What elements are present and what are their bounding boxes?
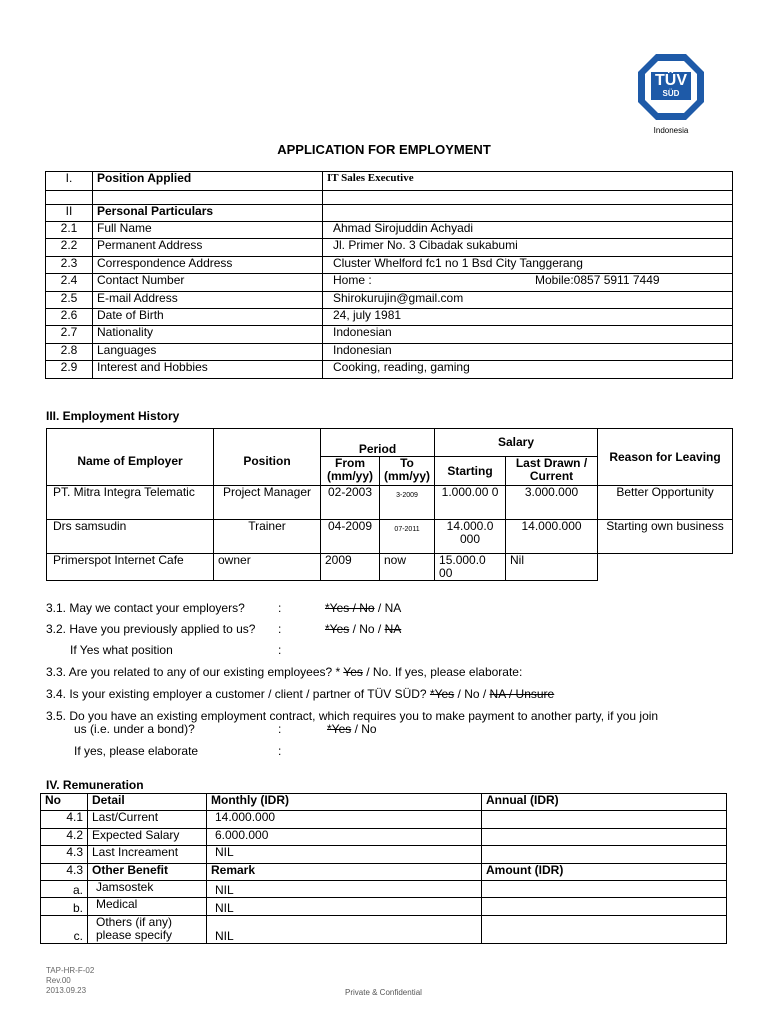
q35b: us (i.e. under a bond)?: [74, 722, 195, 736]
employment-row: [47, 554, 733, 581]
period-from: 2009: [321, 554, 380, 581]
header-no: No: [41, 794, 88, 811]
benefit-detail: Medical: [88, 898, 207, 916]
employee-position: Project Manager: [214, 486, 321, 520]
rem-no: 4.3: [41, 846, 88, 864]
other-benefit-label: Other Benefit: [88, 863, 207, 880]
employee-position: owner: [214, 554, 321, 581]
row-no: 2.9: [46, 361, 93, 378]
benefit-amount: [482, 880, 727, 898]
row-no: 2.4: [46, 274, 93, 291]
header-reason: Reason for Leaving: [598, 429, 733, 486]
q32b-colon: :: [278, 643, 282, 657]
remark-header: Remark: [207, 863, 482, 880]
row-value: [323, 274, 733, 291]
period-to: 07-2011: [380, 520, 435, 554]
header-monthly: Monthly (IDR): [207, 794, 482, 811]
period-from: 04-2009: [321, 520, 380, 554]
q34: 3.4. Is your existing employer a customer / client / partner of TÜV SÜD? *Yes / No / NA / Unsure: [46, 687, 555, 701]
rem-monthly: 6.000.000: [207, 828, 482, 846]
employment-row: [47, 486, 733, 520]
q35: 3.5. Do you have an existing employment contract, which requires you to make payment to another party, if you join: [46, 709, 659, 723]
row-value-text: Jl. Primer No. 3 Cibadak sukabumi: [333, 238, 518, 253]
personal-table: [45, 171, 733, 379]
row-no: 2.2: [46, 239, 93, 256]
sec1-no: I.: [46, 172, 93, 191]
employer-name: Primerspot Internet Cafe: [47, 554, 214, 581]
employment-heading: III. Employment History: [46, 409, 180, 423]
row-label: Date of Birth: [93, 308, 323, 325]
header-detail: Detail: [88, 794, 207, 811]
header-to: To (mm/yy): [380, 457, 435, 486]
rem-annual: [482, 828, 727, 846]
spacer-cell: [323, 205, 733, 222]
header-salary: Salary: [435, 429, 598, 457]
employer-name: Drs samsudin: [47, 520, 214, 554]
period-to: 3-2009: [380, 486, 435, 520]
other-benefit-no: 4.3: [41, 863, 88, 880]
row-no: 2.3: [46, 256, 93, 273]
row-value: [323, 326, 733, 343]
benefit-remark: NIL: [207, 898, 482, 916]
rem-detail: Expected Salary: [88, 828, 207, 846]
row-value: [323, 291, 733, 308]
benefit-row: [41, 915, 727, 943]
tuv-logo: [636, 52, 706, 122]
row-value: [323, 308, 733, 325]
q35-answer: *Yes / No: [327, 722, 377, 736]
row-value-text: Indonesian: [333, 342, 392, 357]
spacer-cell: [46, 191, 93, 205]
remuneration-row: [41, 828, 727, 846]
spacer-cell: [323, 191, 733, 205]
logo-brand: TÜV: [655, 72, 687, 89]
benefit-detail: Jamsostek: [88, 880, 207, 898]
benefit-no: b.: [41, 898, 88, 916]
sec1-label: Position Applied: [93, 172, 323, 191]
personal-row: [46, 222, 733, 239]
row-no: 2.7: [46, 326, 93, 343]
row-label: Permanent Address: [93, 239, 323, 256]
rem-no: 4.1: [41, 811, 88, 829]
benefit-detail: Others (if any) please specify: [88, 915, 207, 943]
row-label: Full Name: [93, 222, 323, 239]
sec2-label: Personal Particulars: [93, 205, 323, 222]
rem-annual: [482, 846, 727, 864]
q32-answer: *Yes / No / NA: [325, 622, 402, 636]
personal-row: [46, 274, 733, 291]
header-position: Position: [214, 429, 321, 486]
remuneration-row: [41, 846, 727, 864]
page-title: APPLICATION FOR EMPLOYMENT: [277, 142, 491, 157]
rem-no: 4.2: [41, 828, 88, 846]
reason-for-leaving: Starting own business: [598, 520, 733, 554]
salary-last-drawn: 14.000.000: [506, 520, 598, 554]
row-label: Interest and Hobbies: [93, 361, 323, 378]
rem-detail: Last Increament: [88, 846, 207, 864]
q33: 3.3. Are you related to any of our existing employees? * Yes / No. If yes, please elaborate:: [46, 665, 523, 679]
row-value-text: Indonesian: [333, 325, 392, 340]
logo-sub: SÜD: [662, 89, 680, 98]
row-value: [323, 361, 733, 378]
rem-detail: Last/Current: [88, 811, 207, 829]
row-label: Correspondence Address: [93, 256, 323, 273]
row-label: Languages: [93, 343, 323, 360]
row-no: 2.1: [46, 222, 93, 239]
employer-name: PT. Mitra Integra Telematic: [47, 486, 214, 520]
benefit-remark: NIL: [207, 915, 482, 943]
q31-answer: *Yes / No / NA: [325, 601, 402, 615]
header-annual: Annual (IDR): [482, 794, 727, 811]
row-no: 2.8: [46, 343, 93, 360]
amount-header: Amount (IDR): [482, 863, 727, 880]
rem-monthly: 14.000.000: [207, 811, 482, 829]
row-value-text: Ahmad Sirojuddin Achyadi: [333, 221, 474, 235]
salary-starting: 1.000.00 0: [435, 486, 506, 520]
personal-row: [46, 291, 733, 308]
row-value: [323, 239, 733, 256]
salary-last-drawn: 3.000.000: [506, 486, 598, 520]
salary-starting: 14.000.0 000: [435, 520, 506, 554]
reason-for-leaving: [598, 554, 733, 581]
row-value: [323, 256, 733, 273]
row-value-text: Home :: [333, 273, 372, 288]
header-period: Period: [321, 429, 435, 457]
employment-table: [46, 428, 733, 581]
mobile-number: Mobile:0857 5911 7449: [535, 273, 660, 288]
period-from: 02-2003: [321, 486, 380, 520]
employee-position: Trainer: [214, 520, 321, 554]
q35c: If yes, please elaborate: [74, 744, 199, 758]
sec2-no: II: [46, 205, 93, 222]
benefit-row: [41, 898, 727, 916]
q35-colon: :: [278, 722, 282, 736]
q32-colon: :: [278, 622, 282, 636]
benefit-remark: NIL: [207, 880, 482, 898]
q32b: If Yes what position: [70, 643, 173, 657]
benefit-no: a.: [41, 880, 88, 898]
personal-row: [46, 239, 733, 256]
spacer-cell: [93, 191, 323, 205]
q31: 3.1. May we contact your employers?: [46, 601, 245, 615]
q35c-colon: :: [278, 744, 282, 758]
q31-colon: :: [278, 601, 282, 615]
row-value-text: Cluster Whelford fc1 no 1 Bsd City Tanggerang: [333, 255, 583, 270]
header-from: From (mm/yy): [321, 457, 380, 486]
employment-row: [47, 520, 733, 554]
row-label: Contact Number: [93, 274, 323, 291]
salary-starting: 15.000.0 00: [435, 554, 506, 581]
benefit-row: [41, 880, 727, 898]
benefit-amount: [482, 898, 727, 916]
footer-confidential: Private & Confidential: [345, 988, 422, 997]
row-value-text: 24, july 1981: [333, 307, 402, 322]
position-applied-value: IT Sales Executive: [323, 172, 733, 191]
header-employer: Name of Employer: [47, 429, 214, 486]
rem-annual: [482, 811, 727, 829]
personal-row: [46, 308, 733, 325]
row-label: E-mail Address: [93, 291, 323, 308]
footer-code: TAP-HR-F-02 Rev.00 2013.09.23: [46, 966, 95, 995]
personal-row: [46, 361, 733, 378]
salary-last-drawn: Nil: [506, 554, 598, 581]
period-to: now: [380, 554, 435, 581]
row-no: 2.5: [46, 291, 93, 308]
row-value-text: Cooking, reading, gaming: [333, 360, 470, 375]
header-last-drawn: Last Drawn / Current: [506, 457, 598, 486]
q32: 3.2. Have you previously applied to us?: [46, 622, 256, 636]
row-value-text: Shirokurujin@gmail.com: [333, 290, 464, 305]
personal-row: [46, 343, 733, 360]
row-no: 2.6: [46, 308, 93, 325]
remuneration-row: [41, 811, 727, 829]
row-label: Nationality: [93, 326, 323, 343]
row-value: [323, 222, 733, 239]
header-starting: Starting: [435, 457, 506, 486]
rem-monthly: NIL: [207, 846, 482, 864]
reason-for-leaving: Better Opportunity: [598, 486, 733, 520]
logo-country: Indonesia: [653, 126, 689, 135]
row-value: [323, 343, 733, 360]
remuneration-table: [40, 793, 727, 944]
personal-row: [46, 326, 733, 343]
benefit-amount: [482, 915, 727, 943]
remuneration-heading: IV. Remuneration: [46, 778, 144, 792]
personal-row: [46, 256, 733, 273]
benefit-no: c.: [41, 915, 88, 943]
